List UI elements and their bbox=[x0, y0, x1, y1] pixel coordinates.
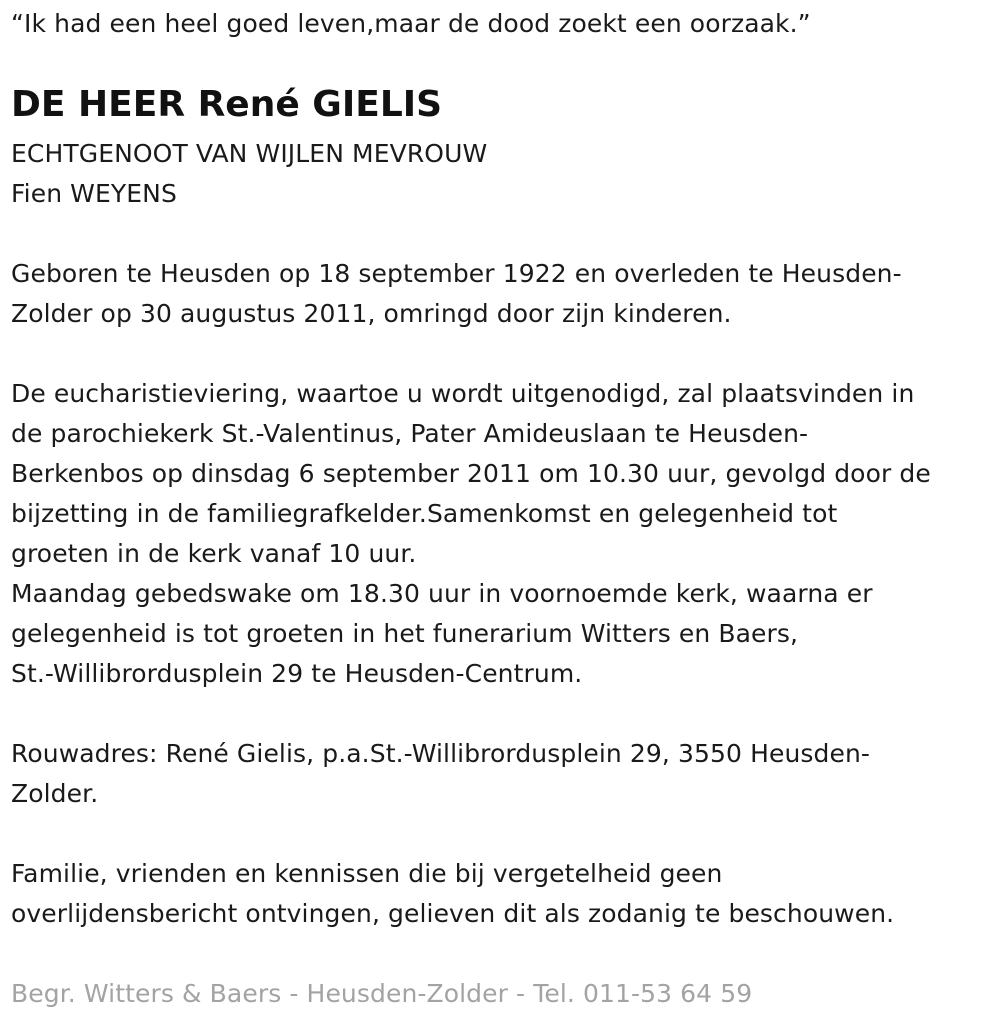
family-notice-paragraph bbox=[11, 854, 894, 934]
spouse-line: ECHTGENOOT VAN WIJLEN MEVROUW bbox=[11, 139, 488, 168]
paragraph-line: Zolder. bbox=[11, 779, 99, 808]
spouse-line: Fien WEYENS bbox=[11, 179, 177, 208]
paragraph-line: St.-Willibrordusplein 29 te Heusden-Centrum. bbox=[11, 659, 583, 688]
paragraph-line: Maandag gebedswake om 18.30 uur in voornoemde kerk, waarna er bbox=[11, 579, 873, 608]
paragraph-line: gelegenheid is tot groeten in het funerarium Witters en Baers, bbox=[11, 619, 799, 648]
paragraph-line: Geboren te Heusden op 18 september 1922 en overleden te Heusden- bbox=[11, 259, 902, 288]
paragraph-line: bijzetting in de familiegrafkelder.Samenkomst en gelegenheid tot bbox=[11, 499, 838, 528]
paragraph-line: Zolder op 30 augustus 2011, omringd door zijn kinderen. bbox=[11, 299, 732, 328]
mourning-address-paragraph bbox=[11, 734, 870, 814]
deceased-name-heading: DE HEER René GIELIS bbox=[11, 84, 443, 125]
paragraph-line: Familie, vrienden en kennissen die bij vergetelheid geen bbox=[11, 859, 723, 888]
funeral-home-footer: Begr. Witters & Baers - Heusden-Zolder - Tel. 011-53 64 59 bbox=[11, 979, 753, 1008]
ceremony-paragraph bbox=[11, 374, 931, 694]
paragraph-line: de parochiekerk St.-Valentinus, Pater Amideuslaan te Heusden- bbox=[11, 419, 809, 448]
paragraph-line: Rouwadres: René Gielis, p.a.St.-Willibrordusplein 29, 3550 Heusden- bbox=[11, 739, 871, 768]
paragraph-line: De eucharistieviering, waartoe u wordt uitgenodigd, zal plaatsvinden in bbox=[11, 379, 915, 408]
paragraph-line: groeten in de kerk vanaf 10 uur. bbox=[11, 539, 417, 568]
paragraph-line: overlijdensbericht ontvingen, gelieven dit als zodanig te beschouwen. bbox=[11, 899, 895, 928]
opening-quote: “Ik had een heel goed leven,maar de dood zoekt een oorzaak.” bbox=[11, 9, 811, 38]
spouse-section bbox=[11, 134, 487, 214]
paragraph-line: Berkenbos op dinsdag 6 september 2011 om 10.30 uur, gevolgd door de bbox=[11, 459, 931, 488]
birth-death-paragraph bbox=[11, 254, 902, 334]
